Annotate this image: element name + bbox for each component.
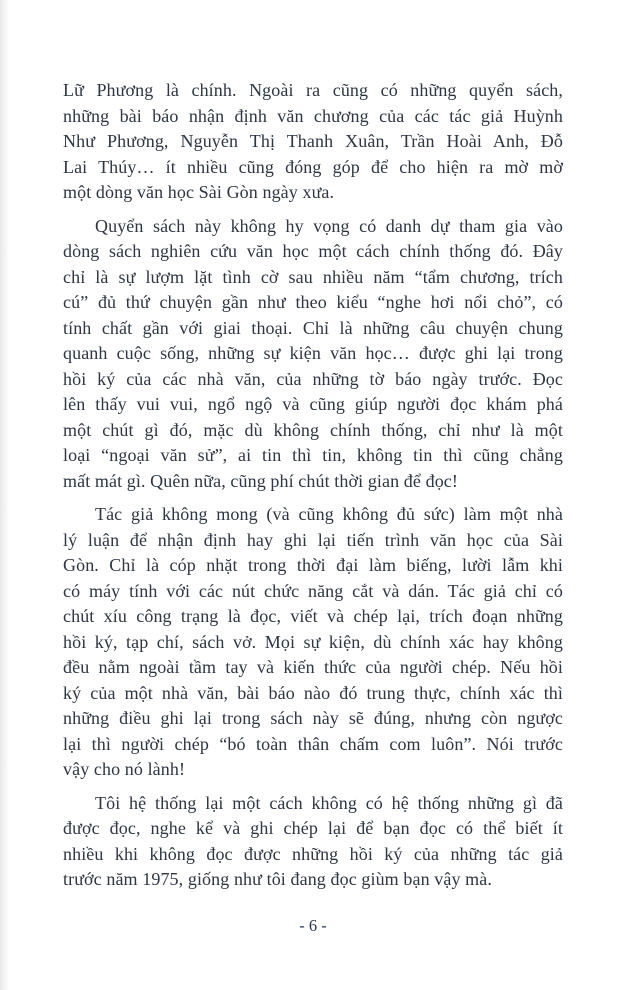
page-left-edge-shadow xyxy=(0,0,10,990)
paragraph xyxy=(63,214,563,495)
text-line: mất mát gì. Quên nữa, cũng phí chút thời gian để đọc! xyxy=(63,470,458,491)
text-line: lại thì người chép “bó toàn thân chấm com luôn”. Nói trước xyxy=(63,733,563,754)
paragraph xyxy=(63,791,563,893)
text-line: những bài báo nhận định văn chương của các tác giả Huỳnh xyxy=(63,105,563,126)
text-line: những điều ghi lại trong sách này sẽ đúng, nhưng còn ngược xyxy=(63,708,563,728)
text-line: loại “ngoại văn sử”, ai tin thì tin, không tin thì cũng chẳng xyxy=(63,445,563,465)
text-line: một dòng văn học Sài Gòn ngày xưa. xyxy=(63,182,335,202)
text-line: Tác giả không mong (và cũng không đủ sức) làm một nhà xyxy=(95,504,563,524)
text-line: ký của một nhà văn, bài báo nào đó trung thực, chính xác thì xyxy=(63,682,563,703)
page-number: - 6 - xyxy=(299,916,327,935)
text-line: có máy tính với các nút chức năng cắt và dán. Tác giả chỉ có xyxy=(63,580,563,601)
page-text-block xyxy=(63,78,563,901)
text-line: tính chất gần với giai thoại. Chỉ là những câu chuyện chung xyxy=(63,317,563,338)
text-line: được đọc, nghe kể và ghi chép lại để bạn đọc có thể biết ít xyxy=(63,818,563,838)
text-line: cú” đủ thứ chuyện gần như theo kiểu “nghe hơi nổi chỏ”, có xyxy=(63,292,563,312)
text-line: chỉ là sự lượm lặt tình cờ sau nhiều năm “tẩm chương, trích xyxy=(63,266,563,287)
text-line: Gòn. Chỉ là cóp nhặt trong thời đại làm biếng, lười lẫm khi xyxy=(63,555,563,575)
text-line: đều nằm ngoài tầm tay và kiến thức của người chép. Nếu hồi xyxy=(63,657,563,677)
text-line: hồi ký, tạp chí, sách vở. Mọi sự kiện, dù chính xác hay không xyxy=(63,631,563,652)
text-line: trước năm 1975, giống như tôi đang đọc giùm bạn vậy mà. xyxy=(63,869,492,889)
text-line: quanh cuộc sống, những sự kiện văn học… được ghi lại trong xyxy=(63,343,563,363)
text-line: Tôi hệ thống lại một cách không có hệ thống những gì đã xyxy=(95,792,563,813)
text-line: Như Phương, Nguyễn Thị Thanh Xuân, Trần Hoài Anh, Đỗ xyxy=(63,131,563,151)
text-line: Lữ Phương là chính. Ngoài ra cũng có những quyển sách, xyxy=(63,80,563,100)
text-line: nhiều khi không đọc được những hồi ký của những tác giả xyxy=(63,843,563,864)
paragraph xyxy=(63,78,563,206)
text-line: lý luận để nhận định hay ghi lại tiến trình văn học của Sài xyxy=(63,529,563,550)
text-line: dòng sách nghiên cứu văn học một cách chính thống đó. Đây xyxy=(63,241,563,261)
text-line: lên thấy vui vui, ngổ ngộ và cũng giúp người đọc khám phá xyxy=(63,394,563,414)
page-footer xyxy=(63,916,563,936)
text-line: một chút gì đó, mặc dù không chính thống, chỉ như là một xyxy=(63,419,563,440)
text-line: hồi ký của các nhà văn, của những tờ báo ngày trước. Đọc xyxy=(63,368,563,389)
text-line: vậy cho nó lành! xyxy=(63,759,186,779)
text-line: chút xíu công trạng là đọc, viết và chép lại, trích đoạn những xyxy=(63,606,563,626)
paragraph xyxy=(63,502,563,783)
text-line: Lai Thúy… ít nhiều cũng đóng góp để cho hiện ra mờ mờ xyxy=(63,156,563,177)
text-line: Quyển sách này không hy vọng có danh dự tham gia vào xyxy=(95,215,563,236)
